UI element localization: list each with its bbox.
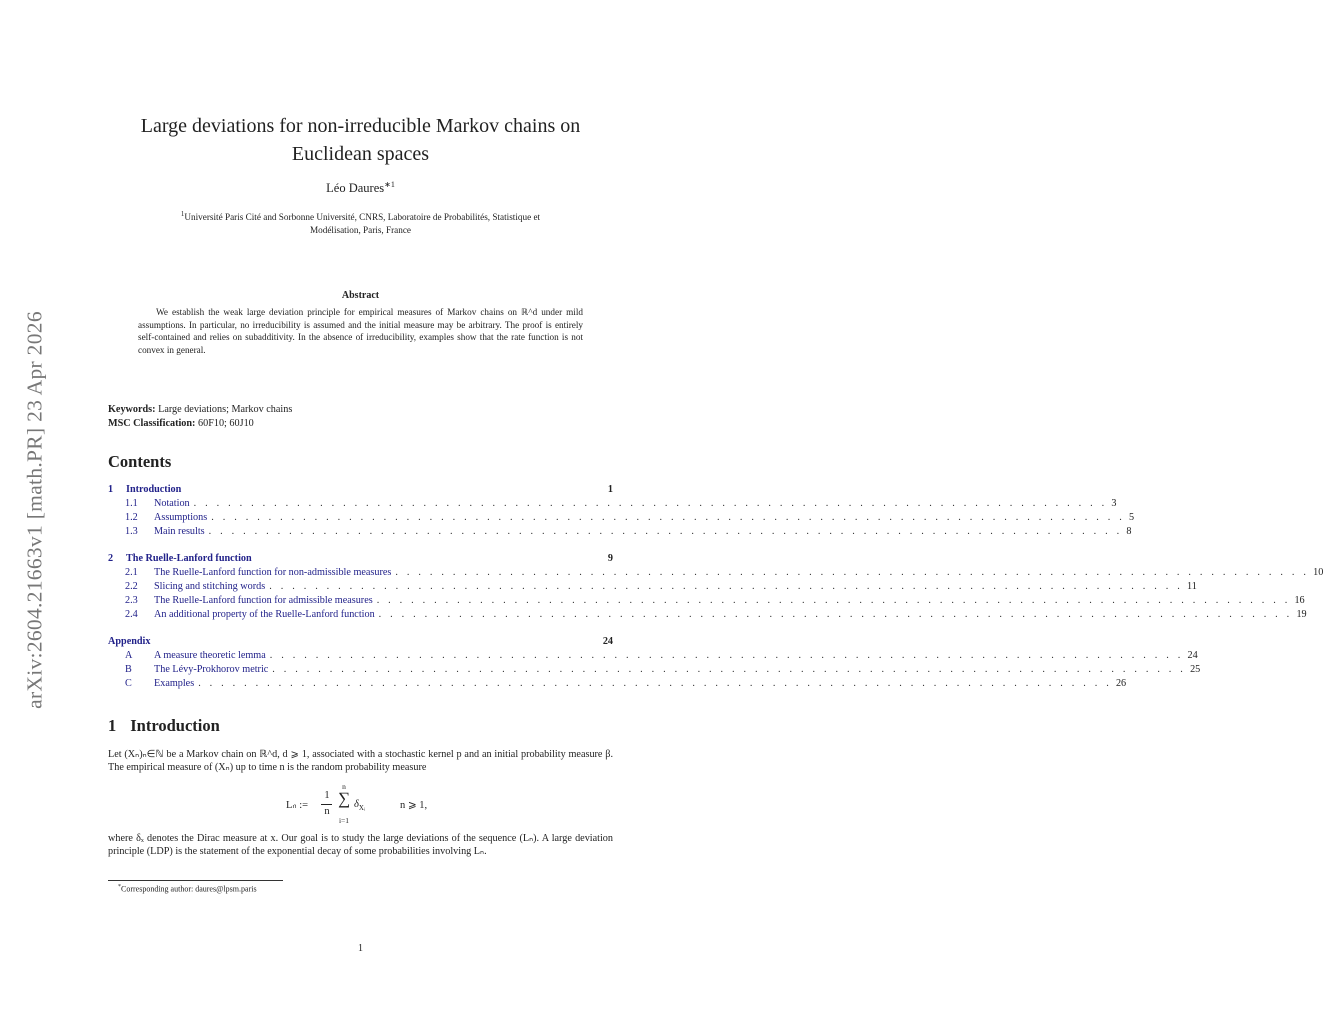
toc-entry[interactable] xyxy=(108,552,613,566)
footnote-text: Corresponding author: daures@lpsm.paris xyxy=(121,884,257,894)
toc-entry-label[interactable]: A measure theoretic lemma xyxy=(154,650,266,661)
toc-entry-page: 10 xyxy=(1313,567,1323,578)
toc-leader-dots: . . . . . . . . . . . . . . . . . . . . . . . . . . . . . . . . . . . . . . . . . . . . . . . . . . . . . . . . . . . . . . . . . . . . . . . . . . . . . . . . xyxy=(376,595,1291,606)
toc-entry-label[interactable]: The Ruelle-Lanford function for admissible measures xyxy=(154,595,373,606)
msc-label: MSC Classification: xyxy=(108,418,196,429)
toc-entry[interactable] xyxy=(108,608,1307,622)
toc-leader-dots: . . . . . . . . . . . . . . . . . . . . . . . . . . . . . . . . . . . . . . . . . . . . . . . . . . . . . . . . . . . . . . . . . . . . . . . . . . . . . . . . xyxy=(378,609,1293,620)
toc-entry-page: 9 xyxy=(607,553,613,564)
toc-entry-page: 26 xyxy=(1115,678,1127,689)
empirical-measure-formula xyxy=(286,782,486,826)
formula-term-subscript: Xᵢ xyxy=(358,804,366,813)
toc-entry-label[interactable]: Notation xyxy=(154,498,190,509)
toc-entry-page: 5 xyxy=(1128,512,1135,523)
keywords-label: Keywords: xyxy=(108,404,156,415)
footnote-mark: * xyxy=(118,884,121,890)
section-heading xyxy=(108,716,220,736)
affiliation xyxy=(0,208,721,237)
affiliation-line-2: Modélisation, Paris, France xyxy=(309,225,412,236)
page-number: 1 xyxy=(358,943,363,954)
author-line xyxy=(0,180,721,196)
intro-paragraph-1: Let (Xₙ)ₙ∈ℕ be a Markov chain on ℝ^d, d ⩾ 1, associated with a stochastic kernel p and an initial probability measure β. The empirical measure of (Xₙ) up to time n is the random probability measure xyxy=(108,749,613,774)
toc-entry-label[interactable]: Assumptions xyxy=(154,512,208,523)
toc-entry[interactable] xyxy=(108,483,613,497)
toc-leader-dots: . . . . . . . . . . . . . . . . . . . . . . . . . . . . . . . . . . . . . . . . . . . . . . . . . . . . . . . . . . . . . . . . . . . . . . . . . . . . . . . . xyxy=(211,512,1125,523)
formula-fraction-numerator: 1 xyxy=(324,790,330,801)
toc-leader-dots: . . . . . . . . . . . . . . . . . . . . . . . . . . . . . . . . . . . . . . . . . . . . . . . . . . . . . . . . . . . . . . . . . . . . . . . . . . . . . . . . xyxy=(198,678,1112,689)
toc-entry-label[interactable]: The Ruelle-Lanford function xyxy=(126,553,252,564)
formula-fraction-bar xyxy=(321,804,332,805)
abstract-heading: Abstract xyxy=(341,290,380,301)
toc-entry-number: 2.2 xyxy=(125,581,138,592)
msc-line xyxy=(108,417,292,431)
keywords-line xyxy=(108,403,292,417)
author-name: Léo Daures xyxy=(326,181,385,196)
toc-entry-number: C xyxy=(125,678,132,689)
toc-leader-dots: . . . . . . . . . . . . . . . . . . . . . . . . . . . . . . . . . . . . . . . . . . . . . . . . . . . . . . . . . . . . . . . . . . . . . . . . . . . . . . . . xyxy=(269,581,1183,592)
toc-entry-number: 2.3 xyxy=(125,595,138,606)
formula-sum-bottom: i=1 xyxy=(338,816,350,825)
affiliation-line-1: Université Paris Cité and Sorbonne Université, CNRS, Laboratoire de Probabilités, Statistique et xyxy=(184,212,541,223)
toc-entry-page: 16 xyxy=(1294,595,1305,606)
keywords-block xyxy=(108,403,292,431)
formula-lhs: Lₙ := xyxy=(286,800,309,811)
toc-entry-page: 3 xyxy=(1111,498,1117,509)
toc-entry[interactable] xyxy=(108,580,1197,594)
toc-entry-label[interactable]: Slicing and stitching words xyxy=(154,581,266,592)
footnote-rule xyxy=(108,880,283,881)
section-title: Introduction xyxy=(130,716,220,735)
section-number: 1 xyxy=(108,716,117,735)
toc-entry-number: 1.2 xyxy=(125,512,138,523)
toc-entry[interactable] xyxy=(108,677,1127,691)
arxiv-identifier-text: arXiv:2604.21663v1 [math.PR] 23 Apr 2026 xyxy=(22,311,47,709)
toc-entry-page: 8 xyxy=(1126,526,1132,537)
toc-entry-page: 25 xyxy=(1190,664,1201,675)
toc-entry-page: 24 xyxy=(1187,650,1198,661)
toc-leader-dots: . . . . . . . . . . . . . . . . . . . . . . . . . . . . . . . . . . . . . . . . . . . . . . . . . . . . . . . . . . . . . . . . . . . . . . . . . . . . . . . . xyxy=(193,498,1108,509)
affiliation-mark: 1 xyxy=(180,210,185,218)
formula-sum-top: n xyxy=(342,782,346,791)
footnote xyxy=(118,884,257,894)
formula-fraction-denominator: n xyxy=(324,806,330,817)
toc-entry-number: 2 xyxy=(108,553,114,564)
paper-title-line-1: Large deviations for non-irreducible Markov chains on xyxy=(140,115,581,137)
toc-entry-number: 2.4 xyxy=(125,609,138,620)
toc-entry-label[interactable]: Introduction xyxy=(126,484,182,495)
toc-entry-number: B xyxy=(125,664,132,675)
toc-entry[interactable] xyxy=(108,649,1198,663)
toc-leader-dots: . . . . . . . . . . . . . . . . . . . . . . . . . . . . . . . . . . . . . . . . . . . . . . . . . . . . . . . . . . . . . . . . . . . . . . . . . . . . . . . . xyxy=(272,664,1187,675)
toc-entry-number: 1.1 xyxy=(125,498,138,509)
toc-entry[interactable] xyxy=(108,525,1132,539)
toc-leader-dots: . . . . . . . . . . . . . . . . . . . . . . . . . . . . . . . . . . . . . . . . . . . . . . . . . . . . . . . . . . . . . . . . . . . . . . . . . . . . . . . . xyxy=(208,526,1123,537)
msc-value: 60F10; 60J10 xyxy=(198,418,254,429)
toc-entry[interactable] xyxy=(108,511,1135,525)
author-marks: ∗1 xyxy=(384,180,395,189)
toc-entry[interactable] xyxy=(108,663,1201,677)
toc-entry[interactable] xyxy=(108,497,1117,511)
toc-entry-label[interactable]: The Lévy-Prokhorov metric xyxy=(154,664,269,675)
toc-entry-label[interactable]: The Ruelle-Lanford function for non-admissible measures xyxy=(154,567,392,578)
toc-leader-dots: . . . . . . . . . . . . . . . . . . . . . . . . . . . . . . . . . . . . . . . . . . . . . . . . . . . . . . . . . . . . . . . . . . . . . . . . . . . . . . . . xyxy=(269,650,1184,661)
toc-entry[interactable] xyxy=(108,566,1323,580)
paper-title-line-2: Euclidean spaces xyxy=(291,143,430,165)
abstract-body: We establish the weak large deviation principle for empirical measures of Markov chains on ℝ^d under mild assumptions. In particular, no irreducibility is assumed and the initial measure may be arbitrary. The proof is entirely self-contained and relies on subadditivity. In the absence of irreducibility, examples show that the rate function is not convex in general. xyxy=(138,307,583,355)
formula-term xyxy=(354,799,365,812)
toc-entry[interactable] xyxy=(108,594,1305,608)
toc-entry-number: A xyxy=(125,650,133,661)
table-of-contents xyxy=(108,483,1323,698)
toc-entry-number: 2.1 xyxy=(125,567,138,578)
toc-entry-page: 19 xyxy=(1296,609,1307,620)
toc-entry-label[interactable]: Examples xyxy=(154,678,195,689)
paper-title xyxy=(0,112,721,168)
arxiv-identifier-stamp xyxy=(18,290,52,730)
intro-paragraph-2: where δₓ denotes the Dirac measure at x. Our goal is to study the large deviations of the sequence (Lₙ). A large deviation principle (LDP) is the statement of the exponential decay of some probabilities involving Lₙ. xyxy=(108,833,613,858)
formula-sum-sign: ∑ xyxy=(337,789,351,808)
toc-entry[interactable] xyxy=(108,635,613,649)
toc-entry-page: 11 xyxy=(1186,581,1197,592)
toc-leader-dots: . . . . . . . . . . . . . . . . . . . . . . . . . . . . . . . . . . . . . . . . . . . . . . . . . . . . . . . . . . . . . . . . . . . . . . . . . . . . . . . . xyxy=(395,567,1310,578)
toc-entry-number: 1.3 xyxy=(125,526,138,537)
toc-entry-label[interactable]: An additional property of the Ruelle-Lanford function xyxy=(154,609,375,620)
keywords-value: Large deviations; Markov chains xyxy=(158,404,293,415)
toc-entry-number: 1 xyxy=(108,484,114,495)
toc-entry-page: 1 xyxy=(607,484,613,495)
toc-entry-label[interactable]: Appendix xyxy=(108,636,151,647)
toc-entry-label[interactable]: Main results xyxy=(154,526,205,537)
toc-entry-page: 24 xyxy=(602,636,613,647)
contents-heading: Contents xyxy=(108,452,172,471)
formula-delta: δ xyxy=(354,799,359,810)
formula-rhs: n ⩾ 1, xyxy=(400,800,428,811)
